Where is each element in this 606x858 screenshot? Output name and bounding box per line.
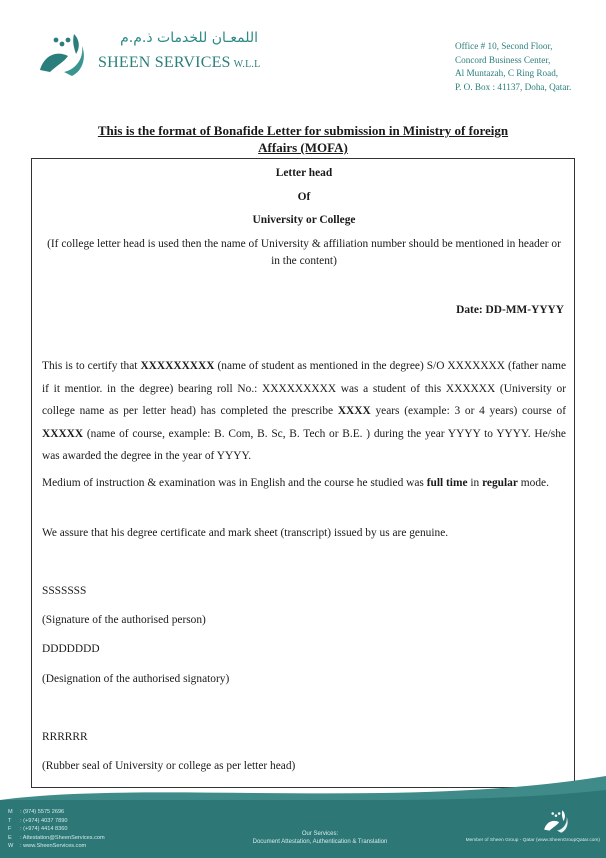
medium-text: mode. — [517, 477, 549, 489]
company-suffix: W.L.L — [233, 59, 261, 70]
letter-head-of: Of — [297, 191, 311, 203]
title-line: Affairs (MOFA) — [258, 140, 348, 155]
document-title — [40, 122, 566, 156]
student-name-placeholder: XXXXXXXXX — [140, 360, 215, 372]
contact-value: : (+974) 4414 8360 — [20, 826, 68, 833]
contact-key: T — [8, 817, 12, 824]
certify-text: (name of course, example: B. Com, B. Sc, B. Tech or B.E. ) during the year YYYY to YYYY. He/she was awarded the degree in the year of YYYY. — [42, 427, 566, 462]
certify-text: years (example: 3 or 4 years) course of — [370, 405, 567, 417]
certify-text: (name of student as mentioned in the degree) S/O XXXXXXX (father name if it mentior. in the degree) bearing roll No.: XXXXXXXXX was a student of this XXXXXX (University or college name as per letter head) has completed the prescribe — [42, 360, 567, 417]
letter-date: Date: DD-MM-YYYY — [456, 304, 564, 316]
medium-text: Medium of instruction & examination was in English and the course he studied was — [42, 477, 427, 489]
medium-paragraph — [42, 472, 566, 495]
signature-placeholder: SSSSSSS — [42, 585, 87, 597]
contact-fax — [8, 825, 105, 834]
signature-label: (Signature of the authorised person) — [42, 614, 206, 626]
letter-head-label: Letter head — [275, 167, 333, 179]
contact-key: W — [8, 843, 14, 850]
address-line: Concord Business Center, — [455, 54, 551, 65]
letter-head-university: University or College — [252, 214, 356, 226]
regular-text: regular — [482, 477, 518, 489]
medium-text: in — [467, 477, 483, 489]
footer-services — [230, 830, 410, 846]
contact-value: : (+974) 4037 7890 — [20, 817, 68, 824]
footer-member-text: Member of Sheen Group - Qatar (www.SheenGroupQatar.com) — [465, 838, 600, 843]
course-placeholder: XXXXX — [42, 427, 84, 440]
company-name-arabic: اللمعـان للخدمات ذ.م.م — [120, 30, 258, 46]
seal-label: (Rubber seal of University or college as per letter head) — [42, 760, 296, 772]
certify-text: This is to certify that — [42, 360, 141, 372]
sheen-logo-icon — [34, 26, 94, 82]
contact-value: : www.SheenServices.com — [20, 843, 87, 850]
footer-logo-icon — [540, 806, 574, 836]
contact-key: F — [8, 826, 12, 833]
letter-head-note: (If college letter head is used then the name of University & affiliation number should be mentioned in header or in the content) — [47, 238, 561, 267]
address-line: Al Muntazah, C Ring Road, — [455, 68, 559, 79]
seal-placeholder: RRRRRR — [42, 731, 88, 743]
years-placeholder: XXXX — [337, 405, 371, 417]
contact-key: M — [8, 809, 13, 815]
footer-contacts — [8, 808, 105, 851]
company-name-text: SHEEN SERVICES — [98, 54, 231, 71]
assurance-paragraph: We assure that his degree certificate and mark sheet (transcript) issued by us are genuine. — [42, 527, 449, 539]
contact-email — [8, 834, 105, 843]
contact-value: : (974) 5575 2696 — [20, 809, 65, 815]
services-title: Our Services: — [301, 831, 339, 837]
contact-mobile — [8, 808, 105, 817]
title-line: This is the format of Bonafide Letter for submission in Ministry of foreign — [97, 123, 509, 138]
contact-phone — [8, 817, 105, 826]
services-text: Document Attestation, Authentication & Translation — [252, 839, 388, 845]
address-line: P. O. Box : 41137, Doha, Qatar. — [455, 81, 572, 92]
address-line: Office # 10, Second Floor, — [455, 41, 553, 51]
certify-paragraph — [42, 355, 566, 468]
contact-value: : Attestation@SheenServices.com — [20, 834, 105, 841]
designation-placeholder: DDDDDDD — [42, 643, 100, 655]
company-address — [455, 40, 600, 94]
contact-key: E — [8, 834, 12, 841]
contact-website — [8, 842, 105, 851]
designation-label: (Designation of the authorised signatory) — [42, 673, 230, 685]
full-time-text: full time — [426, 477, 468, 489]
company-name — [98, 54, 260, 72]
